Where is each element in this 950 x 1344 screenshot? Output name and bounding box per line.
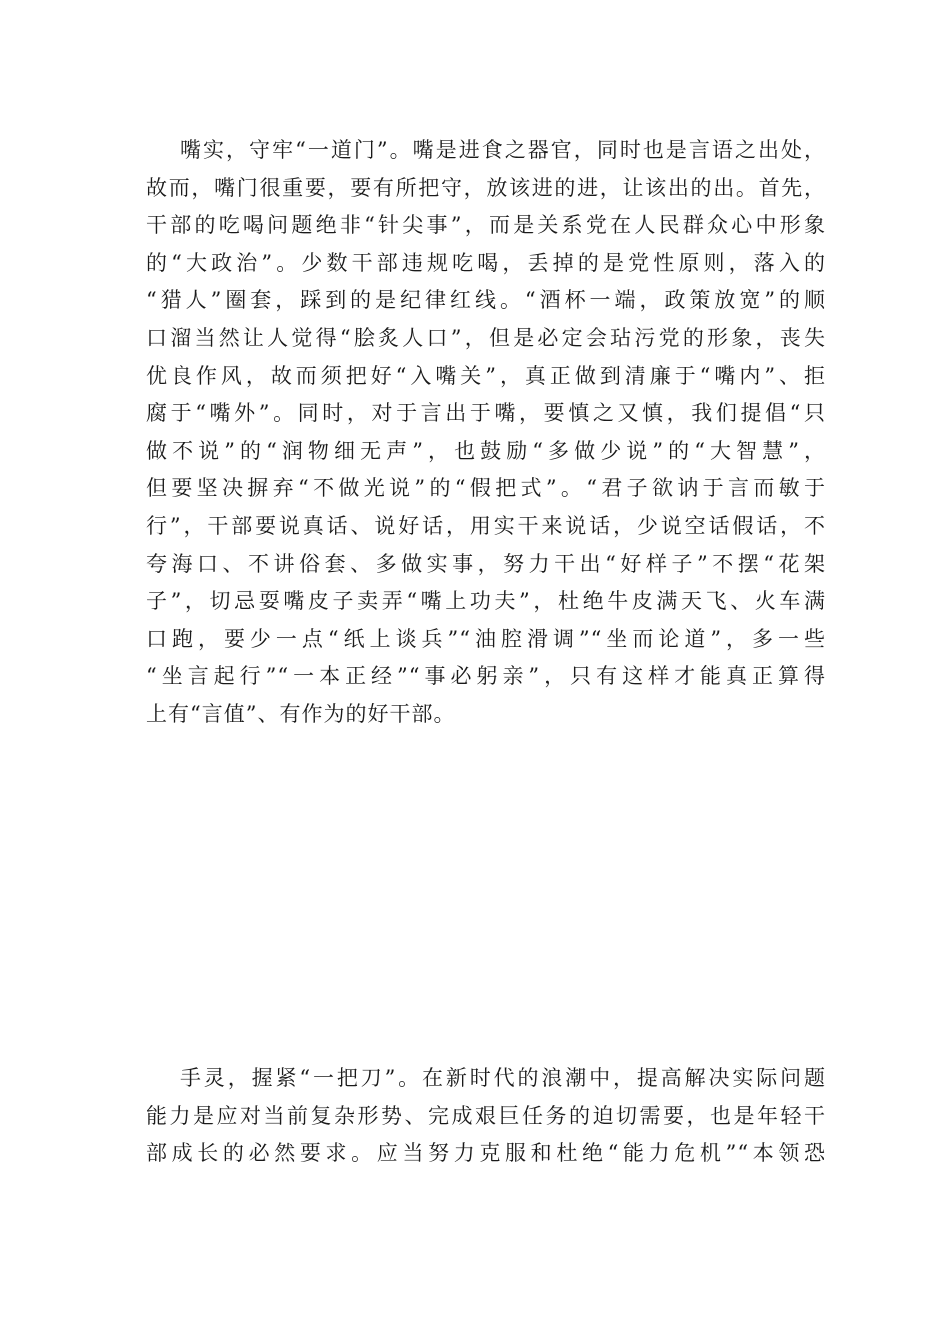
paragraph-line: 故而，嘴门很重要，要有所把守，放该进的进，让该出的出。首先，	[146, 175, 826, 200]
paragraph-line: 夸海口、不讲俗套、多做实事，努力干出“好样子”不摆“花架	[146, 551, 826, 576]
paragraph-line: 干部的吃喝问题绝非“针尖事”，而是关系党在人民群众心中形象	[146, 213, 826, 238]
paragraph-line: 能力是应对当前复杂形势、完成艰巨任务的迫切需要，也是年轻干	[146, 1103, 826, 1128]
paragraph-line: 行”，干部要说真话、说好话，用实干来说话，少说空话假话，不	[146, 513, 826, 538]
paragraph-line: 但要坚决摒弃“不做光说”的“假把式”。“君子欲讷于言而敏于	[146, 476, 826, 501]
paragraph-line: 优良作风，故而须把好“入嘴关”，真正做到清廉于“嘴内”、拒	[146, 363, 826, 388]
paragraph-line: 口跑，要少一点“纸上谈兵”“油腔滑调”“坐而论道”，多一些	[146, 626, 826, 651]
paragraph-line: 上有“言值”、有作为的好干部。	[146, 701, 456, 726]
paragraph-line: “坐言起行”“一本正经”“事必躬亲”，只有这样才能真正算得	[146, 664, 826, 689]
paragraph-line: “猎人”圈套，踩到的是纪律红线。“酒杯一端，政策放宽”的顺	[146, 288, 826, 313]
paragraph-line: 部成长的必然要求。应当努力克服和杜绝“能力危机”“本领恐	[146, 1141, 826, 1166]
paragraph-line: 做不说”的“润物细无声”，也鼓励“多做少说”的“大智慧”，	[146, 438, 826, 463]
paragraph-mouth	[146, 132, 826, 734]
paragraph-line: 手灵，握紧“一把刀”。在新时代的浪潮中，提高解决实际问题	[180, 1066, 826, 1090]
paragraph-line: 腐于“嘴外”。同时，对于言出于嘴，要慎之又慎，我们提倡“只	[146, 401, 826, 426]
paragraph-line: 嘴实，守牢“一道门”。嘴是进食之器官，同时也是言语之出处，	[180, 138, 826, 162]
paragraph-line: 的“大政治”。少数干部违规吃喝，丢掉的是党性原则，落入的	[146, 250, 826, 275]
paragraph-line: 口溜当然让人觉得“脍炙人口”，但是必定会玷污党的形象，丧失	[146, 325, 826, 350]
paragraph-line: 子”，切忌耍嘴皮子卖弄“嘴上功夫”，杜绝牛皮满天飞、火车满	[146, 589, 826, 614]
paragraph-hand	[146, 1060, 826, 1173]
